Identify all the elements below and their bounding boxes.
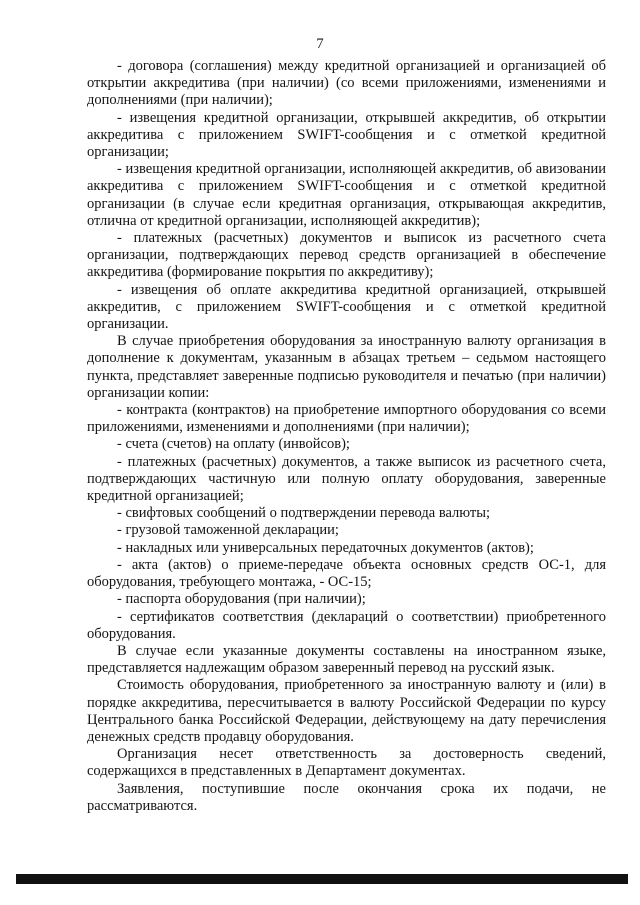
paragraph-10: - свифтовых сообщений о подтверждении перевода валюты;	[117, 505, 491, 522]
paragraph-12: - накладных или универсальных передаточных документов (актов);	[117, 539, 534, 556]
paragraph-15: - сертификатов соответствия (деклараций о соответствии) приобретенного оборудования.	[87, 608, 606, 642]
bottom-divider	[16, 874, 628, 884]
paragraph-16: В случае если указанные документы составлены на иностранном языке, представляется надлежащим образом заверенный перевод на русский язык.	[87, 642, 606, 677]
paragraph-8: - счета (счетов) на оплату (инвойсов);	[117, 436, 350, 453]
paragraph-5: - извещения об оплате аккредитива кредитной организацией, открывшей аккредитив, с приложением SWIFT-сообщения и с отметкой кредитной организации.	[87, 281, 606, 333]
paragraph-14: - паспорта оборудования (при наличии);	[117, 591, 366, 608]
paragraph-4: - платежных (расчетных) документов и выписок из расчетного счета организации, подтверждающих перевод средств организацией в обеспечение аккредитива (формирование покрытия по аккредитиву);	[87, 230, 606, 281]
paragraph-17: Стоимость оборудования, приобретенного за иностранную валюту и (или) в порядке аккредитива, пересчитывается в валюту Российской Федерации по курсу Центрального банка Российской Федерации, действующему на дату перечисления денежных средств продавцу оборудования.	[87, 677, 606, 745]
paragraph-19: Заявления, поступившие после окончания срока их подачи, не рассматриваются.	[87, 780, 606, 814]
paragraph-2: - извещения кредитной организации, открывшей аккредитив, об открытии аккредитива с приложением SWIFT-сообщения и с отметкой кредитной организации;	[87, 109, 606, 161]
paragraph-3: - извещения кредитной организации, исполняющей аккредитив, об авизовании аккредитива с приложением SWIFT-сообщения и с отметкой кредитной организации (в случае если кредитная организация, открывающая аккредитив, отлична от кредитной организации, исполняющей аккредитив);	[87, 161, 606, 229]
paragraph-1: - договора (соглашения) между кредитной организацией и организацией об открытии аккредитива (при наличии) (со всеми приложениями, изменениями и дополнениями (при наличии);	[87, 58, 606, 109]
paragraph-13: - акта (актов) о приеме-передаче объекта основных средств ОС-1, для оборудования, требующего монтажа, - ОС-15;	[87, 556, 606, 591]
paragraph-18: Организация несет ответственность за достоверность сведений, содержащихся в представленных в Департамент документах.	[87, 746, 606, 780]
paragraph-9: - платежных (расчетных) документов, а также выписок из расчетного счета, подтверждающих частичную или полную оплату оборудования, заверенные кредитной организацией;	[87, 453, 606, 505]
page-number: 7	[316, 36, 324, 52]
paragraph-7: - контракта (контрактов) на приобретение импортного оборудования со всеми приложениями, изменениями и дополнениями (при наличии);	[87, 402, 606, 436]
paragraph-11: - грузовой таможенной декларации;	[117, 522, 339, 539]
document-body	[87, 58, 606, 815]
paragraph-6: В случае приобретения оборудования за иностранную валюту организация в дополнение к документам, указанным в абзацах третьем – седьмом настоящего пункта, представляет заверенные подписью руководителя и печатью (при наличии) организации копии:	[87, 333, 606, 401]
